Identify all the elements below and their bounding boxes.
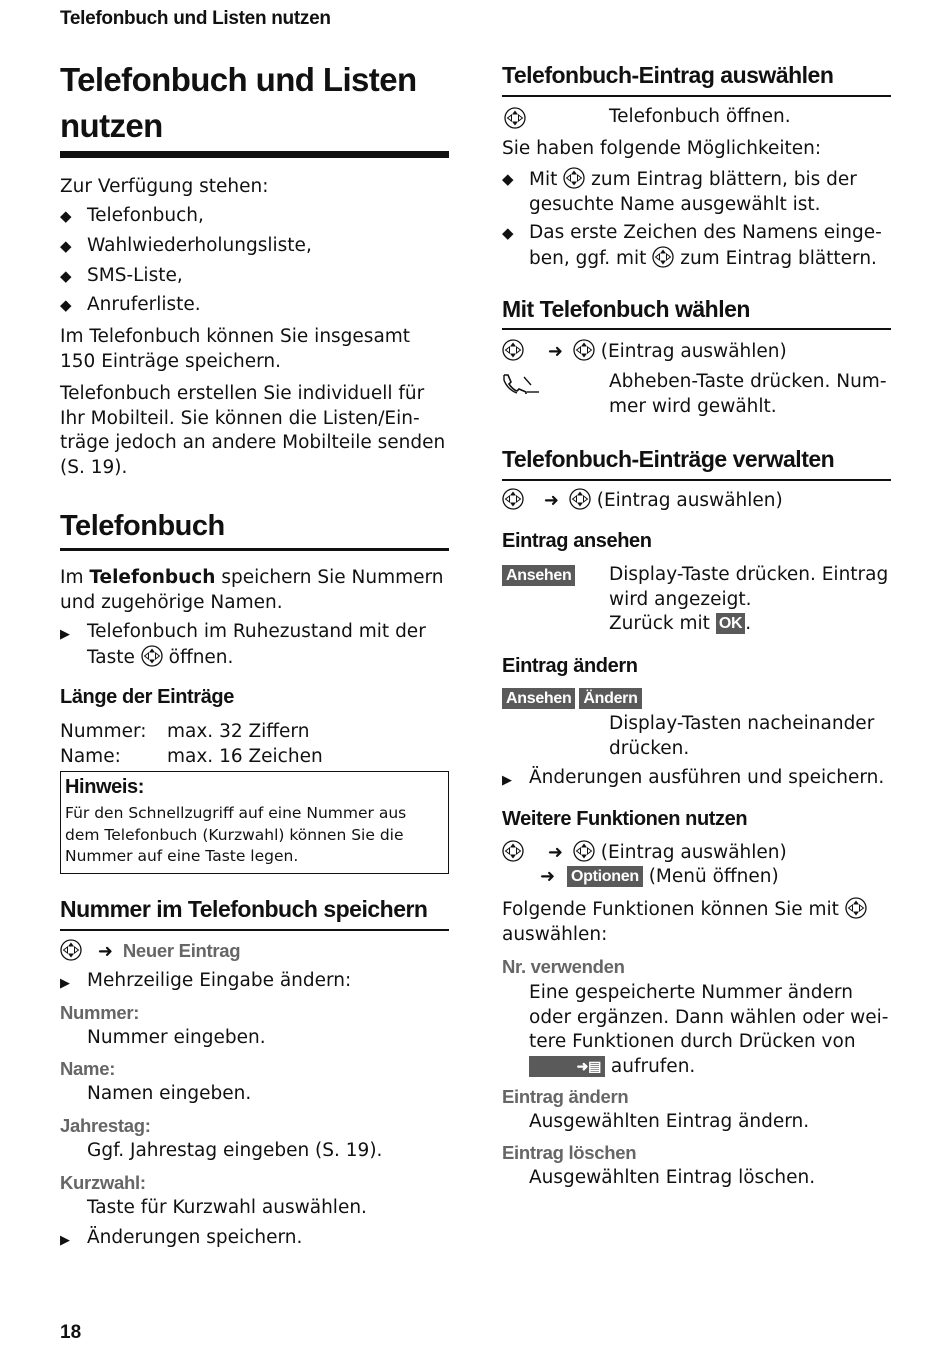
list-item-label: Telefonbuch, (87, 205, 204, 226)
text-line: Änderungen ausführen und speichern. (529, 767, 885, 788)
text-line: wird angezeigt. (609, 588, 752, 610)
text-line: 150 Einträge speichern. (60, 350, 282, 372)
chapter-title-line2: nutzen (60, 107, 163, 144)
chapter-title-rule (60, 151, 449, 158)
step-save-changes (60, 1226, 449, 1251)
function-label: Eintrag ändern (502, 1086, 629, 1107)
text-line: Telefonbuch im Ruhezustand mit der (87, 621, 426, 642)
length-row (60, 720, 449, 745)
arrow-right-icon: ➜ (540, 866, 556, 887)
field-description: Taste für Kurzwahl auswählen. (87, 1197, 367, 1218)
step-arrow-icon: ▶ (502, 773, 512, 788)
step-arrow-icon: ▶ (60, 976, 70, 991)
softkey-phonebook-arrow-icon[interactable]: ➜▤ (529, 1056, 605, 1077)
step-text (609, 370, 887, 419)
list-item-label: SMS-Liste, (87, 265, 183, 286)
text-line: Mit zum Eintrag blättern, bis der (529, 169, 857, 190)
menu-item-new-entry: Neuer Eintrag (122, 940, 241, 961)
subheading-entry-length: Länge der Einträge (60, 686, 234, 708)
arrow-right-icon: ➜ (547, 842, 563, 863)
section-heading-dial: Mit Telefonbuch wählen (502, 296, 750, 322)
step-apply-changes (502, 766, 891, 791)
subheading-view-entry: Eintrag ansehen (502, 530, 652, 552)
softkey-sequence (502, 687, 891, 712)
section-rule (502, 95, 891, 97)
text-line: Eine gespeicherte Nummer ändern (529, 982, 853, 1003)
length-key: Nummer: (60, 721, 147, 742)
step-text: (Eintrag auswählen) (596, 490, 783, 511)
section-rule (60, 548, 449, 551)
list-item (60, 264, 449, 289)
section-heading-manage: Telefonbuch-Einträge verwalten (502, 446, 835, 472)
diamond-bullet-icon: ◆ (502, 170, 514, 188)
step-text: (Eintrag auswählen) (600, 341, 787, 362)
navigation-key-icon (502, 840, 524, 862)
step-text (609, 712, 891, 761)
diamond-bullet-icon: ◆ (502, 224, 514, 242)
text-line: tere Funktionen durch Drücken von (529, 1031, 856, 1052)
step-select-entry (502, 339, 891, 365)
text-line: träge jedoch an andere Mobilteile senden (60, 432, 446, 453)
chapter-title-line1: Telefonbuch und Listen (60, 61, 417, 98)
field-label: Jahrestag (60, 1115, 145, 1136)
subheading-change-entry: Eintrag ändern (502, 655, 638, 677)
field-kurzwahl: Kurzwahl: Taste für Kurzwahl auswählen. (60, 1172, 449, 1221)
navigation-key-icon (563, 167, 585, 189)
length-row (60, 745, 449, 770)
navigation-key-icon (845, 897, 867, 919)
length-value: max. 32 Ziffern (167, 721, 310, 742)
text-line: drücken. (609, 737, 690, 759)
navigation-key-icon (502, 488, 524, 510)
softkey-ansehen[interactable]: Ansehen (502, 688, 575, 709)
diamond-bullet-icon: ◆ (60, 207, 72, 225)
navigation-key-icon (141, 645, 163, 667)
list-item-label: Anruferliste. (87, 294, 201, 315)
field-label: Kurzwahl (60, 1172, 140, 1193)
step-select-entry (502, 840, 891, 866)
text-line: Zurück mit OK . (609, 613, 752, 634)
text-line: Folgende Funktionen können Sie mit (502, 897, 891, 923)
step-arrow-icon: ▶ (60, 1233, 70, 1248)
text-line: Display-Taste drücken. Eintrag (609, 564, 889, 585)
section-heading-telefonbuch: Telefonbuch (60, 510, 225, 542)
section-rule (502, 479, 891, 481)
function-description: Ausgewählten Eintrag ändern. (529, 1111, 810, 1132)
softkey-aendern[interactable]: Ändern (579, 688, 641, 709)
text-line: oder ergänzen. Dann wählen oder wei- (529, 1006, 889, 1028)
function-label: Nr. verwenden (502, 956, 625, 977)
list-item (60, 293, 449, 318)
field-nummer: Nummer: Nummer eingeben. (60, 1002, 449, 1051)
section-rule (60, 929, 449, 931)
function-description: Ausgewählten Eintrag löschen. (529, 1167, 816, 1188)
text-line: auswählen: (502, 923, 608, 945)
field-label: Name (60, 1058, 110, 1079)
arrow-right-icon: ➜ (97, 941, 113, 962)
text-line: Änderungen speichern. (87, 1227, 303, 1248)
navigation-key-icon (573, 339, 595, 361)
text-line: Abheben-Taste drücken. Num- (609, 371, 887, 392)
intro-text: Zur Verfügung stehen: (60, 176, 269, 197)
note-text (65, 803, 406, 868)
softkey-ok[interactable]: OK (716, 613, 745, 634)
step-text: (Menü öffnen) (648, 866, 779, 887)
text-line: Display-Tasten nacheinander (609, 713, 875, 734)
page-number: 18 (60, 1322, 82, 1343)
step-open-options (540, 865, 891, 890)
section-heading-select-entry: Telefonbuch-Eintrag auswählen (502, 62, 834, 88)
function-delete-entry (502, 1142, 891, 1191)
text-line: Nummer auf eine Taste legen. (65, 847, 299, 865)
step-text: Telefonbuch öffnen. (609, 106, 791, 127)
field-description: Ggf. Jahrestag eingeben (S. 19). (87, 1140, 383, 1161)
text-line: Das erste Zeichen des Namens einge- (529, 222, 882, 243)
diamond-bullet-icon: ◆ (60, 237, 72, 255)
text-line: Taste öffnen. (87, 646, 234, 668)
step-multiline-input (60, 969, 449, 994)
field-description: Nummer eingeben. (87, 1027, 266, 1048)
length-value: max. 16 Zeichen (167, 746, 323, 767)
note-box (60, 771, 449, 874)
menu-path-new-entry (60, 939, 449, 965)
list-item (60, 234, 449, 259)
phone-handset-icon (502, 372, 540, 394)
paragraph-functions (502, 897, 891, 947)
text-line: mer wird gewählt. (609, 395, 777, 417)
function-label: Eintrag löschen (502, 1142, 637, 1163)
text-line: gesuchte Name ausgewählt ist. (529, 193, 821, 215)
text-line: Ihr Mobilteil. Sie können die Listen/Ein- (60, 407, 420, 429)
softkey-optionen[interactable]: Optionen (567, 866, 643, 887)
options-intro: Sie haben folgende Möglichkeiten: (502, 138, 822, 159)
field-description: Namen eingeben. (87, 1083, 252, 1104)
text-line: Im Telefonbuch können Sie insgesamt (60, 326, 411, 347)
softkey-ansehen[interactable]: Ansehen (502, 565, 575, 586)
step-text (609, 563, 888, 637)
function-use-number (502, 956, 891, 1079)
arrow-right-icon: ➜ (543, 490, 559, 511)
navigation-key-icon (652, 246, 674, 268)
chapter-title (60, 57, 449, 149)
paragraph-individual (60, 382, 449, 480)
field-jahrestag: Jahrestag: Ggf. Jahrestag eingeben (S. 19). (60, 1115, 449, 1164)
navigation-key-icon (569, 488, 591, 510)
text-line: Telefonbuch erstellen Sie individuell für (60, 383, 425, 404)
step-off-hook (502, 370, 891, 420)
step-view-entry (502, 563, 891, 639)
arrow-right-icon: ➜ (547, 341, 563, 362)
list-item (60, 204, 449, 229)
subheading-more-functions: Weitere Funktionen nutzen (502, 808, 748, 830)
text-line: ben, ggf. mit zum Eintrag blättern. (529, 247, 877, 269)
option-scroll (502, 167, 891, 217)
text-line: ➜▤ aufrufen. (529, 1055, 891, 1080)
section-rule (502, 328, 891, 330)
field-label: Nummer (60, 1002, 134, 1023)
paragraph-telefonbuch (60, 566, 449, 615)
field-name: Name: Namen eingeben. (60, 1058, 449, 1107)
text-line: und zugehörige Namen. (60, 591, 283, 613)
navigation-key-icon (502, 339, 524, 361)
text-line: Für den Schnellzugriff auf eine Nummer aus (65, 804, 407, 822)
diamond-bullet-icon: ◆ (60, 267, 72, 285)
step-open-phonebook (60, 620, 449, 670)
step-select-entry (502, 488, 891, 514)
text-line: (S. 19). (60, 456, 128, 478)
step-open-phonebook (502, 105, 891, 131)
text-line: dem Telefonbuch (Kurzwahl) können Sie die (65, 825, 404, 844)
text-line: Mehrzeilige Eingabe ändern: (87, 970, 352, 991)
step-arrow-icon: ▶ (60, 627, 70, 642)
running-header: Telefonbuch und Listen nutzen (60, 8, 331, 29)
text-line: Im Telefonbuch speichern Sie Nummern (60, 567, 444, 588)
section-heading-save-number: Nummer im Telefonbuch speichern (60, 896, 428, 922)
navigation-key-icon (60, 939, 82, 961)
diamond-bullet-icon: ◆ (60, 296, 72, 314)
length-key: Name: (60, 746, 121, 767)
list-item-label: Wahlwiederholungsliste, (87, 235, 312, 256)
step-text: (Eintrag auswählen) (600, 842, 787, 863)
note-title: Hinweis: (65, 776, 145, 798)
paragraph-capacity (60, 325, 449, 374)
navigation-key-icon (504, 107, 526, 129)
function-edit-entry (502, 1086, 891, 1135)
option-first-letter (502, 221, 891, 271)
function-description (502, 981, 891, 1079)
navigation-key-icon (573, 840, 595, 862)
